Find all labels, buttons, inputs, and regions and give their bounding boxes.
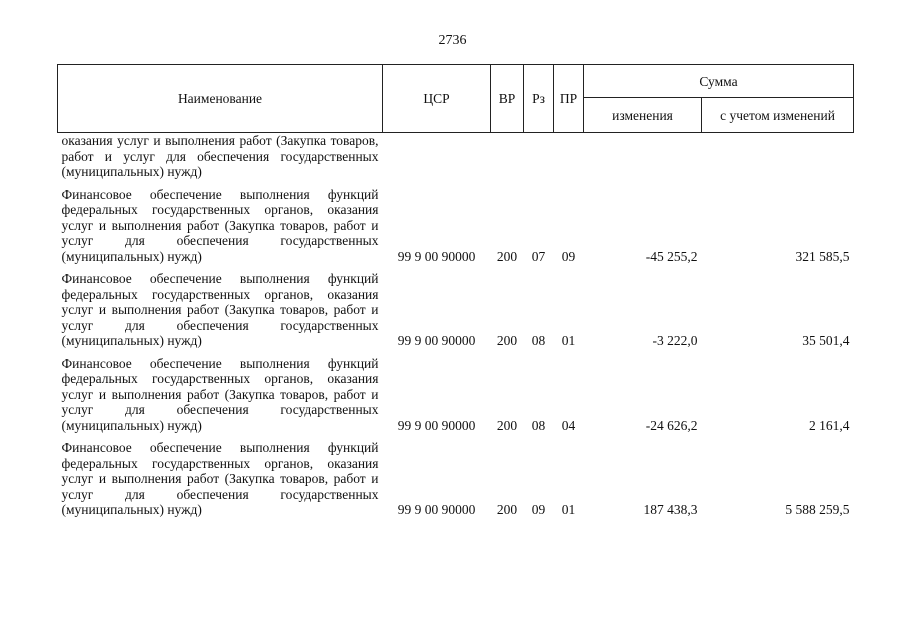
header-vr: ВР (491, 65, 524, 133)
row-change: -24 626,2 (645, 417, 698, 433)
table-row (58, 180, 854, 265)
row-vr: 200 (496, 502, 518, 517)
row-change: -45 255,2 (645, 248, 698, 264)
row-rz (524, 133, 554, 180)
row-pr (554, 133, 584, 180)
row-vr: 200 (496, 333, 518, 348)
row-with-change: 5 588 259,5 (785, 502, 850, 517)
row-with-change: 35 501,4 (802, 333, 850, 348)
header-pr: ПР (554, 65, 584, 133)
row-csr: 99 9 00 90000 (397, 502, 476, 517)
table-body (58, 133, 854, 518)
row-csr: 99 9 00 90000 (397, 333, 476, 348)
row-pr: 04 (561, 417, 576, 433)
row-name: Финансовое обеспечение выполнения функций федеральных государственных органов, оказания услуг и выполнения работ (Закупка товаров, работ и услуг для обеспечения государственных (муниципальных) нужд) (61, 271, 379, 348)
header-name: Наименование (58, 65, 383, 133)
header-rz: Рз (524, 65, 554, 133)
header-change: изменения (584, 98, 702, 133)
table-row (58, 133, 854, 180)
row-pr: 01 (561, 333, 576, 348)
row-rz: 07 (531, 248, 546, 264)
row-with-change (702, 133, 854, 180)
row-with-change: 2 161,4 (809, 417, 850, 433)
row-vr: 200 (496, 248, 518, 264)
row-change: 187 438,3 (643, 502, 698, 517)
table-row (58, 349, 854, 434)
header-sum: Сумма (584, 65, 854, 98)
row-csr: 99 9 00 90000 (397, 248, 476, 264)
page-number: 2736 (438, 33, 467, 48)
row-rz: 08 (531, 333, 546, 348)
row-csr: 99 9 00 90000 (397, 417, 476, 433)
row-change (584, 133, 702, 180)
row-name: Финансовое обеспечение выполнения функций федеральных государственных органов, оказания услуг и выполнения работ (Закупка товаров, работ и услуг для обеспечения государственных (муниципальных) нужд) (61, 355, 379, 433)
table-row (58, 264, 854, 349)
budget-table (57, 64, 854, 518)
table-row (58, 433, 854, 518)
row-csr (383, 133, 491, 180)
header-with-change: с учетом изменений (702, 98, 854, 133)
row-rz: 08 (531, 417, 546, 433)
row-rz: 09 (531, 502, 546, 517)
row-name: оказания услуг и выполнения работ (Закупка товаров, работ и услуг для обеспечения государственных (муниципальных) нужд) (61, 133, 379, 179)
header-csr: ЦСР (383, 65, 491, 133)
row-vr: 200 (496, 417, 518, 433)
row-change: -3 222,0 (652, 333, 698, 348)
row-pr: 09 (561, 248, 576, 264)
table-header (58, 65, 854, 133)
row-pr: 01 (561, 502, 576, 517)
row-with-change: 321 585,5 (795, 248, 850, 264)
row-vr (491, 133, 524, 180)
row-name: Финансовое обеспечение выполнения функций федеральных государственных органов, оказания услуг и выполнения работ (Закупка товаров, работ и услуг для обеспечения государственных (муниципальных) нужд) (61, 186, 379, 264)
row-name: Финансовое обеспечение выполнения функций федеральных государственных органов, оказания услуг и выполнения работ (Закупка товаров, работ и услуг для обеспечения государственных (муниципальных) нужд) (61, 440, 379, 517)
